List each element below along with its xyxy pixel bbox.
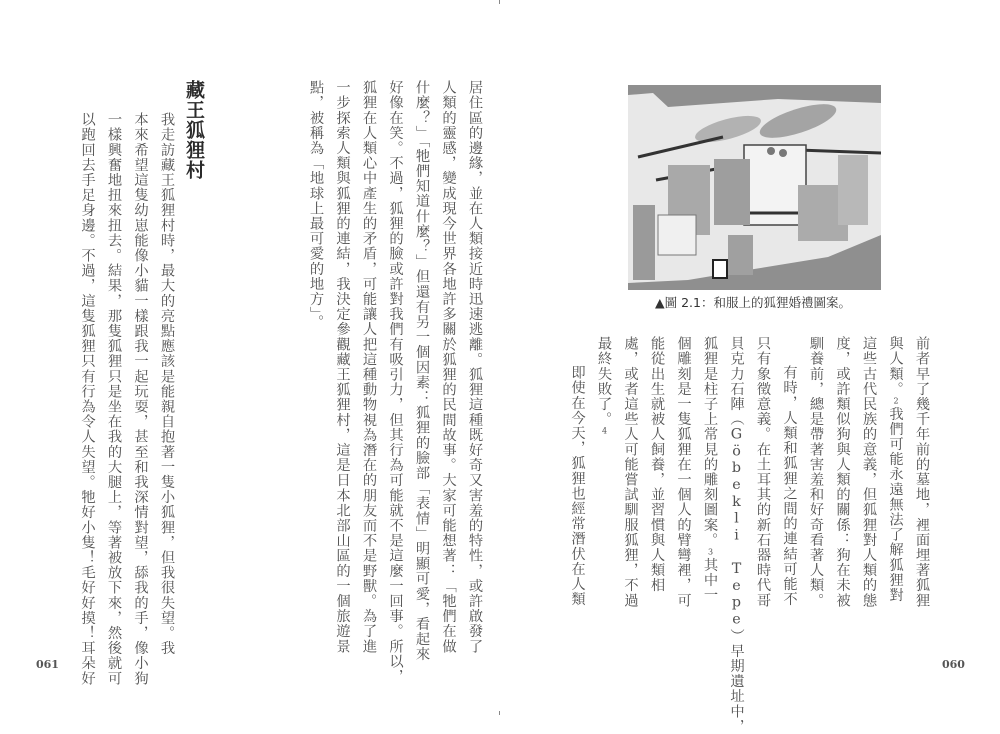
text-fragment: 其中一 [702, 557, 718, 603]
text-line: 只有象徵意義。在土耳其的新石器時代哥 [755, 336, 771, 608]
figure-fox-wedding-kimono [628, 85, 881, 290]
text-line [882, 336, 909, 636]
text-fragment: 最終失敗了。 [596, 336, 612, 427]
text-line: 我走訪藏王狐狸村時，最大的亮點應該是能親自抱著一隻小狐狸，但我很失望。我 [159, 112, 175, 656]
text-line: 本來希望這隻幼崽能像小貓一樣跟我一起玩耍，甚至和我深情對望，舔我的手，像小狗 [132, 112, 149, 686]
text-line: 狐狸在人類心中產生的矛盾，可能讓人把這種動物視為潛在的朋友而不是野獸。為了進 [361, 80, 377, 654]
text-line: 處，或者這些人可能嘗試馴服狐狸，不過 [622, 336, 639, 608]
figure-caption: ▲圖 2.1：和服上的狐狸婚禮圖案。 [655, 295, 851, 310]
text-line: 人類的靈感，變成現今世界各地許多關於狐狸的民間故事。大家可能想著：「牠們在做 [440, 80, 457, 654]
text-line: 一步探索人類與狐狸的連結，我決定參觀藏王狐狸村，這是日本北部山區的一個旅遊景 [334, 80, 351, 654]
text-line: 什麼？」「牠們知道什麼？」但還有另一個因素：狐狸的臉部「表情」明顯可愛，看起來 [414, 80, 430, 662]
page-number-right: 060 [942, 658, 965, 671]
text-line: 這些古代民族的意義，但狐狸對人類的態 [861, 336, 877, 608]
gutter-mark-top [499, 0, 500, 4]
gutter-mark-bottom [499, 711, 500, 715]
text-line: 有時，人類和狐狸之間的連結可能不 [781, 364, 798, 607]
text-line: 度，或許類似狗與人類的關係：狗在未被 [834, 336, 851, 608]
text-line [697, 336, 724, 636]
text-line: 以跑回去手足身邊。不過，這隻狐狸只有行為令人失望。牠好小隻！毛好好摸！耳朵好 [79, 112, 96, 686]
text-line: 居住區的邊緣，並在人類接近時迅速逃離。狐狸這種既好奇又害羞的特性，或許啟發了 [467, 80, 483, 654]
footnote-marker[interactable]: 3 [706, 547, 715, 558]
text-line: 前者早了幾千年前的墓地，裡面埋著狐狸 [914, 336, 930, 608]
page-number-left: 061 [36, 658, 59, 671]
fox-wedding-illustration-icon [628, 85, 881, 290]
text-line: 即使在今天，狐狸也經常潛伏在人類 [569, 364, 586, 607]
text-line [591, 336, 618, 636]
text-line: 好像在笑。不過，狐狸的臉或許對我們有吸引力，但其行為可能就不是這麼一回事。所以， [387, 80, 404, 684]
text-fragment: 我們可能永遠無法了解狐狸對 [887, 406, 904, 603]
text-line: 一樣興奮地扭來扭去。結果，那隻狐狸只是坐在我的大腿上，等著被放下來，然後就可 [106, 112, 122, 686]
section-heading: 藏王狐狸村 [183, 80, 205, 180]
text-line: 貝克力石陣（Göbekli Tepe）早期遺址中， [728, 336, 745, 734]
text-fragment: 狐狸是柱子上常見的雕刻圖案。 [702, 336, 718, 548]
text-fragment: 與人類。 [887, 336, 904, 397]
right-page-body [569, 336, 935, 734]
left-page-continued-paragraph [248, 80, 488, 684]
text-line: 點，被稱為「地球上最可愛的地方」。 [308, 80, 324, 330]
footnote-marker[interactable]: 2 [891, 396, 901, 407]
footnote-marker[interactable]: 4 [600, 426, 609, 437]
text-line: 馴養前，總是帶著害羞和好奇看著人類。 [808, 336, 824, 608]
text-line: 能從出生就被人飼養，並習慣與人類相 [649, 336, 665, 593]
text-line: 個雕刻是一隻狐狸在一個人的臂彎裡，可 [675, 336, 692, 608]
